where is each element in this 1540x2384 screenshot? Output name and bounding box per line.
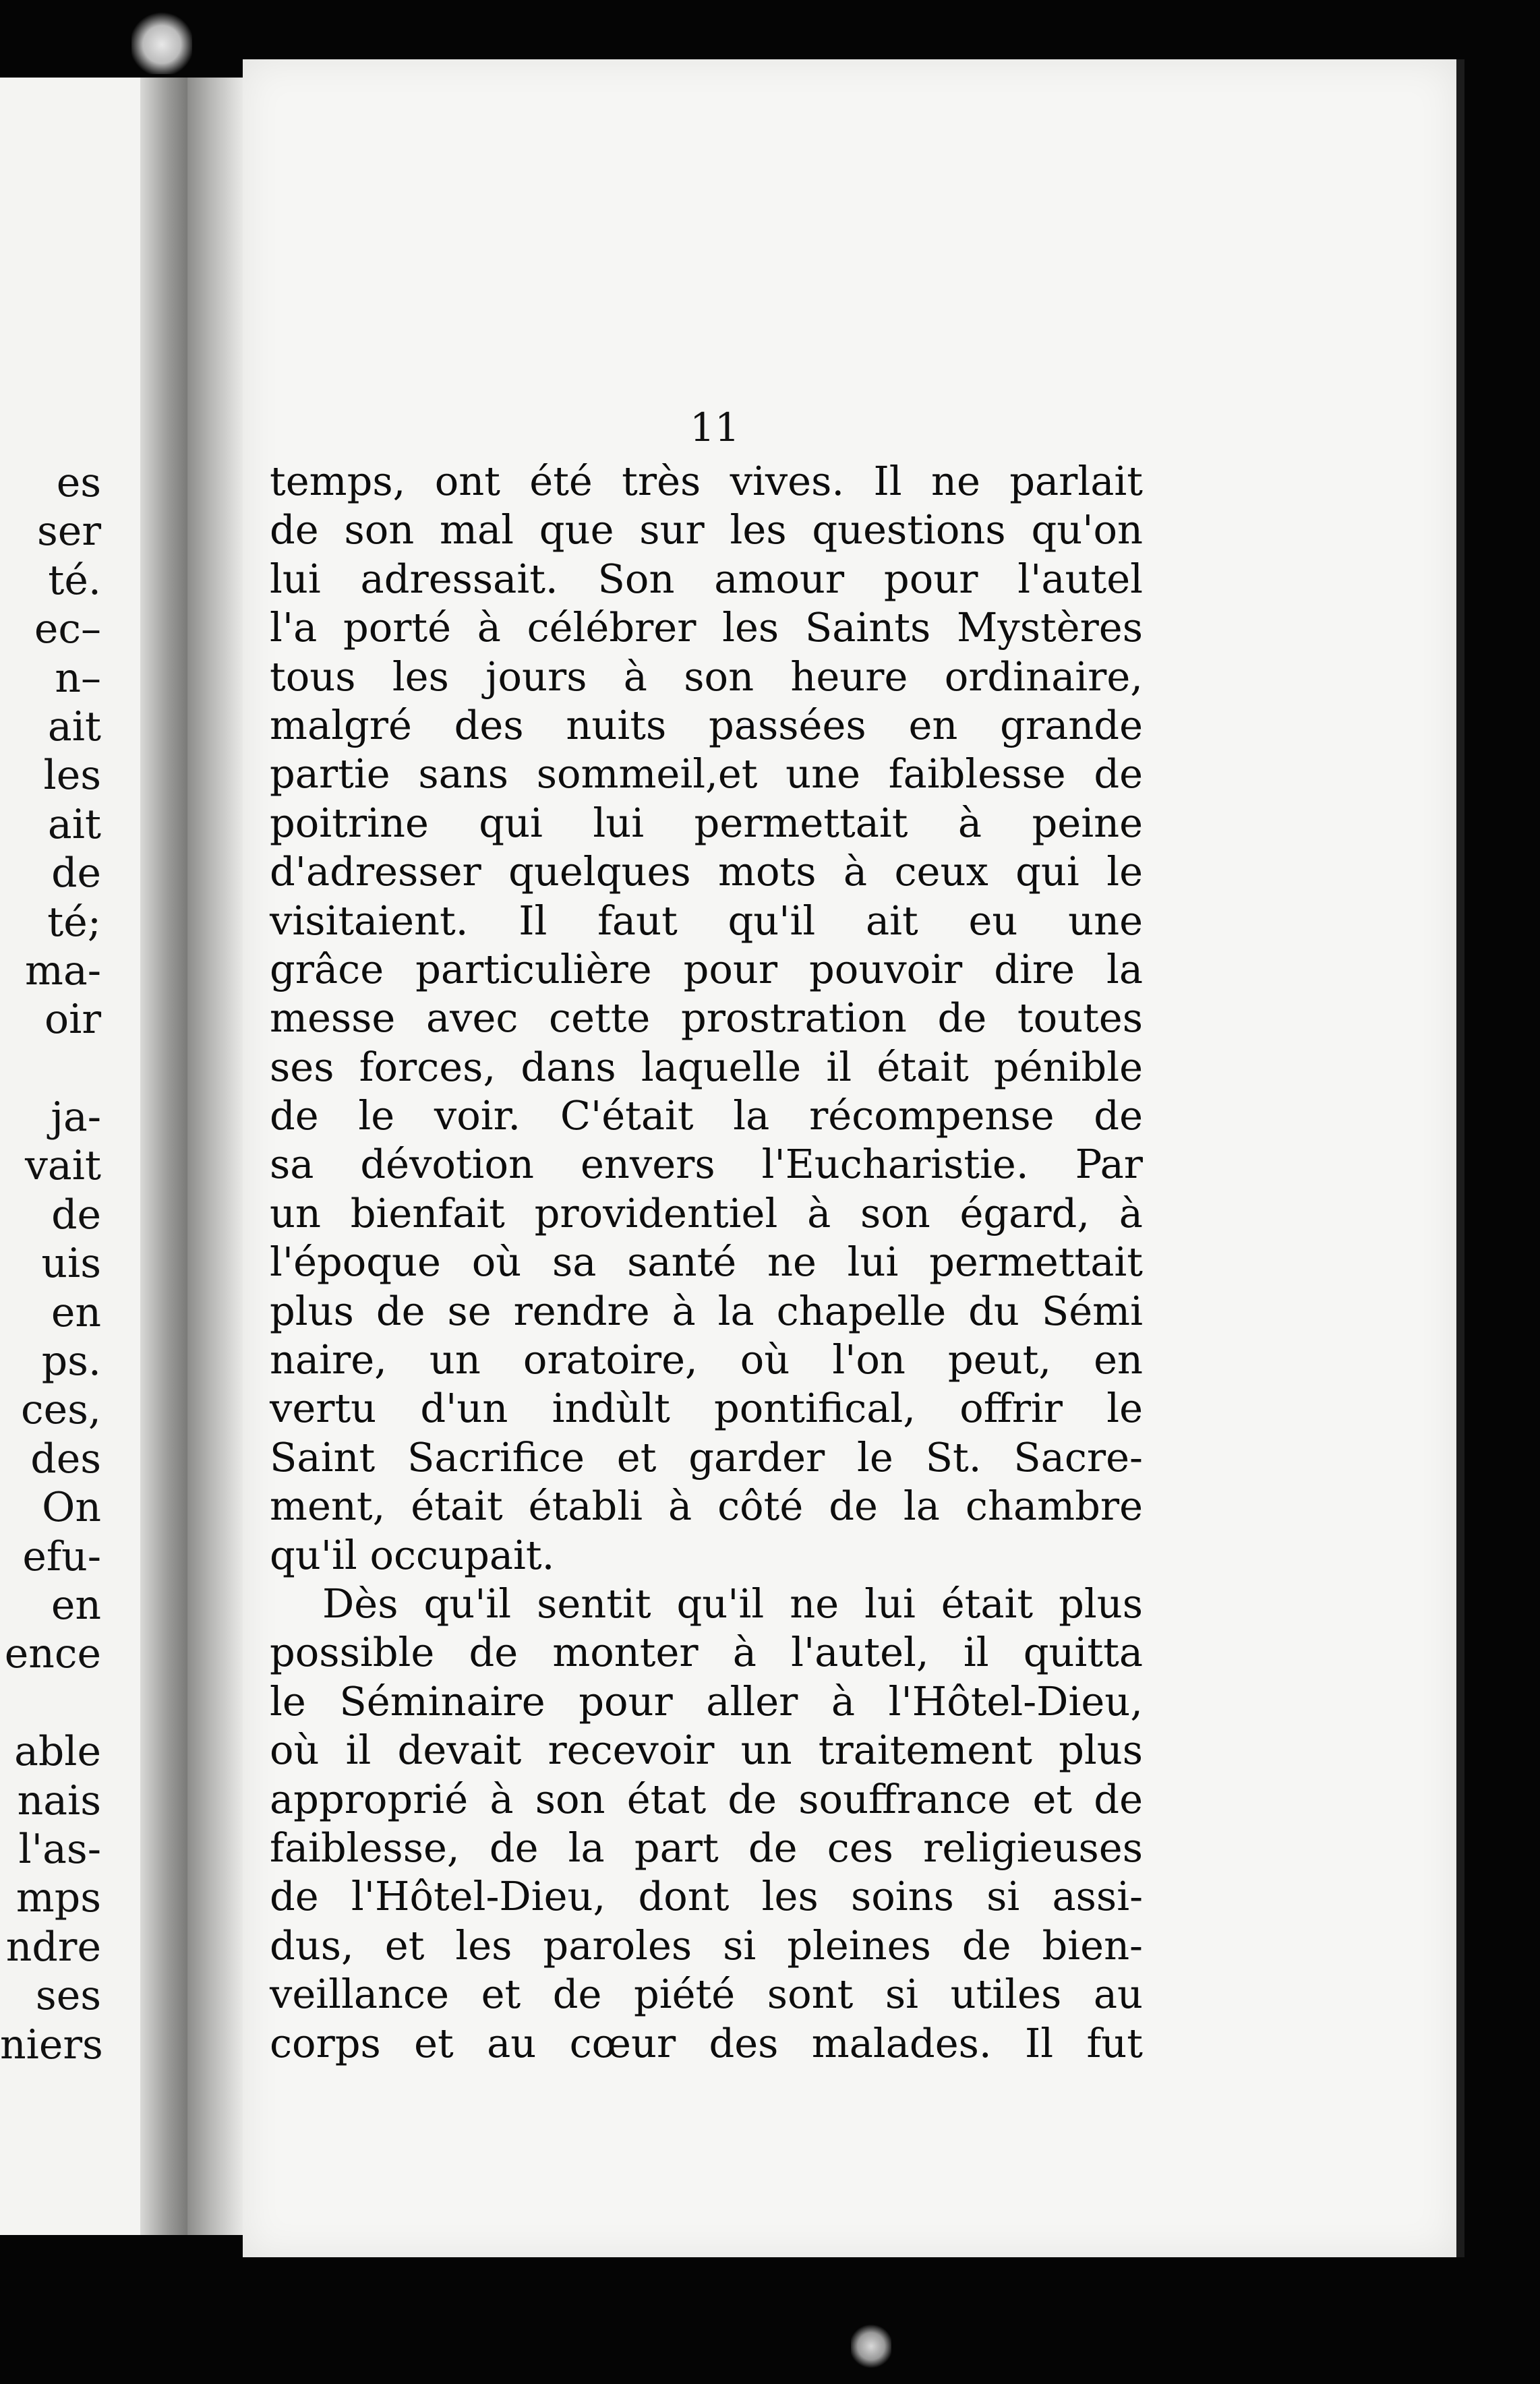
left-fragment: oir <box>45 996 101 1044</box>
text-line: dus, et les paroles si pleines de bien- <box>270 1921 1143 1969</box>
text-line: grâce particulière pour pouvoir dire la <box>270 945 1143 992</box>
right-page <box>243 59 1464 2257</box>
text-line: lui adressait. Son amour pour l'autel <box>270 555 1143 602</box>
text-line: corps et au cœur des malades. Il fut <box>270 2019 1143 2066</box>
left-fragment: uis <box>41 1240 101 1288</box>
left-fragment: vait <box>25 1142 101 1190</box>
left-fragment: en <box>51 1581 101 1629</box>
left-fragment: nais <box>17 1777 101 1824</box>
left-fragment: ces, <box>21 1386 101 1434</box>
text-line: naire, un oratoire, où l'on peut, en <box>270 1336 1143 1383</box>
book-gutter <box>187 78 243 2235</box>
text-line: vertu d'un indùlt pontifical, offrir le <box>270 1385 1143 1432</box>
left-fragment: es <box>56 459 101 506</box>
left-fragment: en <box>51 1288 101 1336</box>
left-fragment: On <box>42 1484 101 1532</box>
text-line: de l'Hôtel-Dieu, dont les soins si assi- <box>270 1873 1143 1920</box>
left-fragment: ser <box>37 508 101 556</box>
text-line: sa dévotion envers l'Eucharistie. Par <box>270 1141 1143 1188</box>
text-line: faiblesse, de la part de ces religieuses <box>270 1824 1143 1871</box>
text-line: de le voir. C'était la récompense de <box>270 1092 1143 1139</box>
text-line: ment, était établi à côté de la chambre <box>270 1483 1143 1530</box>
text-line: l'époque où sa santé ne lui permettait <box>270 1239 1143 1286</box>
text-line: possible de monter à l'autel, il quitta <box>270 1629 1143 1676</box>
text-line: tous les jours à son heure ordinaire, <box>270 653 1143 700</box>
left-fragment: ndre <box>5 1923 101 1971</box>
left-fragment: de <box>51 1191 101 1239</box>
left-fragment: ec– <box>34 605 101 653</box>
text-line: d'adresser quelques mots à ceux qui le <box>270 848 1143 895</box>
text-line: Dès qu'il sentit qu'il ne lui était plus <box>322 1580 1143 1627</box>
text-line: Saint Sacrifice et garder le St. Sacre- <box>270 1433 1143 1481</box>
left-fragment: té; <box>47 898 101 946</box>
left-page-shadow <box>140 78 187 2235</box>
left-fragment: ma- <box>25 947 101 994</box>
text-line: un bienfait providentiel à son égard, à <box>270 1189 1143 1236</box>
left-fragment: de <box>51 850 101 897</box>
left-fragment: té. <box>48 556 101 604</box>
left-fragment: ait <box>47 703 101 750</box>
left-fragment: ait <box>47 800 101 848</box>
left-fragment: able <box>14 1728 101 1776</box>
left-fragment <box>0 1044 101 1093</box>
text-line: de son mal que sur les questions qu'on <box>270 506 1143 554</box>
text-line: ses forces, dans laquelle il était pénible <box>270 1043 1143 1090</box>
text-line: veillance et de piété sont si utiles au <box>270 1971 1143 2018</box>
text-line: messe avec cette prostration de toutes <box>270 994 1143 1042</box>
text-line: malgré des nuits passées en grande <box>270 701 1143 748</box>
left-fragment: ja- <box>51 1094 101 1141</box>
left-fragment: ence <box>4 1630 101 1678</box>
text-line: poitrine qui lui permettait à peine <box>270 799 1143 846</box>
text-line: l'a porté à célébrer les Saints Mystères <box>270 604 1143 651</box>
left-fragment: niers <box>0 2021 103 2068</box>
left-fragment: l'as- <box>18 1825 101 1873</box>
left-fragment: ps. <box>41 1338 101 1385</box>
body-text <box>270 457 1143 2068</box>
left-fragment: les <box>43 752 101 800</box>
left-fragment: mps <box>16 1874 101 1922</box>
text-line: partie sans sommeil,et une faiblesse de <box>270 750 1143 798</box>
text-line: le Séminaire pour aller à l'Hôtel-Dieu, <box>270 1677 1143 1725</box>
left-fragment <box>0 1679 101 1727</box>
text-line: où il devait recevoir un traitement plus <box>270 1727 1143 1774</box>
scan-debris-top <box>131 0 192 74</box>
page-number: 11 <box>690 405 740 450</box>
left-fragment: n– <box>55 654 101 702</box>
left-fragment: ses <box>35 1972 101 2020</box>
text-line: approprié à son état de souffrance et de <box>270 1775 1143 1822</box>
text-line: qu'il occupait. <box>270 1531 555 1578</box>
left-fragment: efu- <box>22 1532 101 1580</box>
left-fragment: des <box>30 1435 101 1483</box>
left-page-text-fragments <box>0 458 101 2069</box>
text-line: visitaient. Il faut qu'il ait eu une <box>270 897 1143 944</box>
text-line: plus de se rendre à la chapelle du Sémi <box>270 1287 1143 1334</box>
scan-debris-bottom <box>851 2319 891 2373</box>
text-line: temps, ont été très vives. Il ne parlait <box>270 458 1143 504</box>
